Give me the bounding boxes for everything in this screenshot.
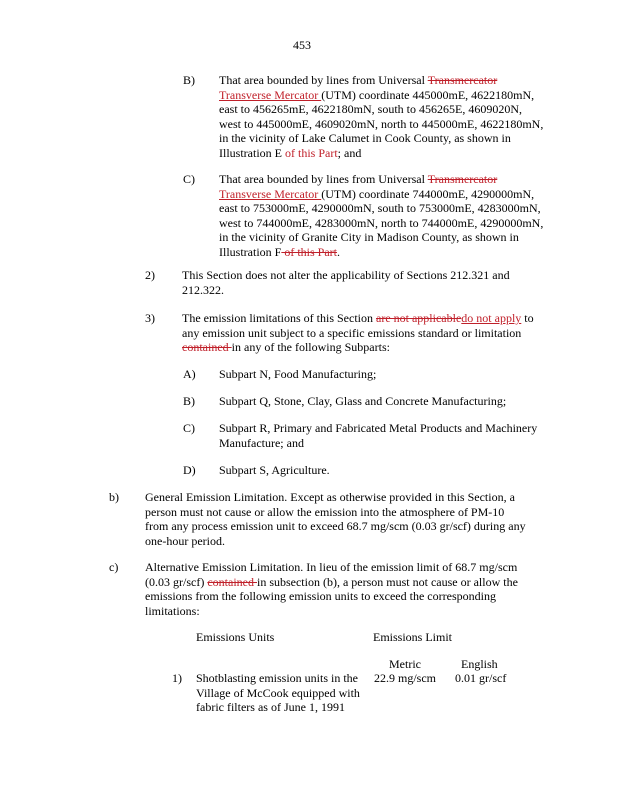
table-row-metric: 22.9 mg/scm: [374, 671, 436, 685]
item-3-t3: in any of the following Subparts:: [231, 340, 390, 354]
subpart-c-text: Subpart R, Primary and Fabricated Metal Products and Machinery Manufacture; and: [219, 421, 538, 450]
item-b-label: B): [183, 73, 195, 87]
item-3-label: 3): [145, 311, 155, 325]
section-b-label: b): [109, 490, 119, 504]
item-3-t1: The emission limitations of this Section: [182, 311, 376, 325]
subpart-c-label: C): [183, 421, 195, 435]
item-b-inserted-2: of this Part: [285, 145, 338, 160]
col-emissions-limit: Emissions Limit: [373, 630, 453, 644]
item-c-deleted-2: of this Part: [281, 244, 338, 259]
section-c-t2: in subsection (b), a person must not cause or allow the emissions from the following emission units to exceed the corresponding limitations:: [145, 574, 518, 618]
item-3-inserted-1: do not apply: [461, 311, 522, 325]
item-b-text: [219, 73, 544, 160]
item-c-t3: .: [337, 244, 341, 259]
item-c-text: [219, 172, 544, 259]
col-emissions-units: Emissions Units: [196, 630, 275, 644]
item-3-deleted-1: are not applicable: [376, 311, 462, 325]
item-b-t1: That area bounded by lines from Universal: [219, 73, 428, 87]
table-row-english: 0.01 gr/scf: [455, 671, 507, 685]
table-row-label: 1): [172, 671, 182, 685]
section-c-deleted-1: contained: [207, 574, 257, 589]
section-c-t1: Alternative Emission Limitation. In lieu of the emission limit of 68.7 mg/scm (0.03 gr/scf): [145, 560, 518, 589]
table-row-unit: Shotblasting emission units in the Village of McCook equipped with fabric filters as of June 1, 1991: [196, 671, 360, 714]
section-c-text: [145, 560, 530, 618]
subpart-a-text: Subpart N, Food Manufacturing;: [219, 367, 377, 381]
item-2-text: This Section does not alter the applicability of Sections 212.321 and 212.322.: [182, 268, 510, 297]
item-2-label: 2): [145, 268, 155, 282]
item-c-t1: That area bounded by lines from Universal: [219, 172, 428, 186]
sub-english: English: [461, 657, 498, 671]
item-3-text: [182, 311, 542, 355]
page-number: 453: [293, 38, 311, 52]
item-b-t2: (UTM) coordinate 445000mE, 4622180mN, east to 456265mE, 4622180mN, south to 456265E, 4609020N, west to 445000mE, 4609020mN, north to 445000mE, 4622180mN, in the vicinity of Lake Calumet in Cook County, as shown in Illustration E: [219, 87, 544, 160]
subpart-a-label: A): [183, 367, 196, 381]
sub-metric: Metric: [389, 657, 421, 671]
subpart-d-label: D): [183, 463, 196, 477]
subpart-b-text: Subpart Q, Stone, Clay, Glass and Concrete Manufacturing;: [219, 394, 507, 408]
item-c-deleted-1: Transmercator: [427, 172, 498, 186]
item-b-deleted-1: Transmercator: [427, 73, 498, 87]
item-c-label: C): [183, 172, 195, 186]
item-b-t3: ; and: [337, 145, 362, 160]
item-c-inserted-1: Transverse Mercator: [219, 186, 322, 201]
section-c-label: c): [109, 560, 119, 574]
section-b-text: General Emission Limitation. Except as otherwise provided in this Section, a person must not cause or allow the emission into the atmosphere of PM-10 from any process emission unit to exceed 68.7 mg/scm (0.03 gr/scf) during any one-hour period.: [145, 490, 526, 548]
subpart-b-label: B): [183, 394, 195, 408]
item-b-inserted-1: Transverse Mercator: [219, 87, 322, 102]
item-3-t2: to any emission unit subject to a specific emissions standard or limitation: [182, 311, 534, 340]
item-c-t2: (UTM) coordinate 744000mE, 4290000mN, east to 753000mE, 4290000mN, south to 753000mE, 4283000mN, west to 744000mE, 4283000mN, north to 744000mE, 4290000mN, in the vicinity of Granite City in Madison County, as shown in Illustration F: [219, 186, 544, 259]
subpart-d-text: Subpart S, Agriculture.: [219, 463, 330, 477]
item-3-deleted-2: contained: [182, 340, 232, 354]
